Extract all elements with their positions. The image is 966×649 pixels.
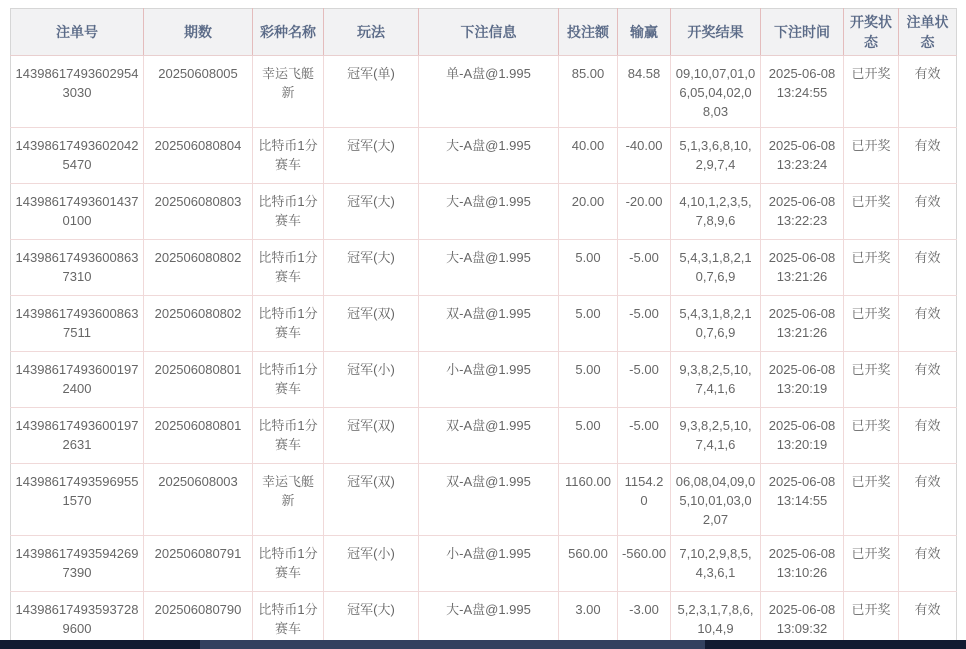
cell-draw-result: 06,08,04,09,05,10,01,03,02,07 (671, 464, 761, 536)
cell-draw-result: 9,3,8,2,5,10,7,4,1,6 (671, 408, 761, 464)
cell-play-type: 冠军(双) (324, 464, 419, 536)
cell-draw-status: 已开奖 (844, 296, 899, 352)
cell-win-loss: -20.00 (618, 184, 671, 240)
cell-play-type: 冠军(大) (324, 184, 419, 240)
cell-lottery-name: 比特币1分赛车 (253, 352, 324, 408)
cell-order-no: 143986174936001972400 (11, 352, 144, 408)
cell-order-status: 有效 (899, 408, 957, 464)
cell-period: 202506080801 (144, 408, 253, 464)
cell-play-type: 冠军(单) (324, 56, 419, 128)
table-row (11, 128, 957, 184)
cell-win-loss: -3.00 (618, 592, 671, 648)
table-row (11, 352, 957, 408)
cell-lottery-name: 比特币1分赛车 (253, 128, 324, 184)
cell-draw-status: 已开奖 (844, 536, 899, 592)
cell-order-status: 有效 (899, 240, 957, 296)
cell-play-type: 冠军(大) (324, 240, 419, 296)
cell-lottery-name: 比特币1分赛车 (253, 296, 324, 352)
cell-bet-amount: 5.00 (559, 240, 618, 296)
column-header-bet-info: 下注信息 (419, 9, 559, 56)
cell-period: 202506080803 (144, 184, 253, 240)
cell-draw-result: 09,10,07,01,06,05,04,02,08,03 (671, 56, 761, 128)
column-header-draw-status: 开奖状态 (844, 9, 899, 56)
cell-bet-amount: 560.00 (559, 536, 618, 592)
cell-draw-result: 5,4,3,1,8,2,10,7,6,9 (671, 240, 761, 296)
cell-win-loss: -40.00 (618, 128, 671, 184)
cell-draw-status: 已开奖 (844, 240, 899, 296)
column-header-period: 期数 (144, 9, 253, 56)
cell-period: 202506080804 (144, 128, 253, 184)
cell-play-type: 冠军(大) (324, 128, 419, 184)
cell-draw-status: 已开奖 (844, 408, 899, 464)
cell-bet-info: 大-A盘@1.995 (419, 240, 559, 296)
cell-bet-info: 大-A盘@1.995 (419, 592, 559, 648)
cell-order-no: 143986174936020425470 (11, 128, 144, 184)
cell-bet-amount: 1160.00 (559, 464, 618, 536)
scrollbar-thumb[interactable] (200, 640, 705, 649)
cell-bet-info: 双-A盘@1.995 (419, 296, 559, 352)
cell-order-status: 有效 (899, 184, 957, 240)
cell-play-type: 冠军(大) (324, 592, 419, 648)
cell-lottery-name: 比特币1分赛车 (253, 592, 324, 648)
cell-period: 202506080802 (144, 296, 253, 352)
cell-bet-time: 2025-06-08 13:20:19 (761, 408, 844, 464)
cell-play-type: 冠军(双) (324, 296, 419, 352)
table-body (11, 56, 957, 648)
cell-bet-time: 2025-06-08 13:14:55 (761, 464, 844, 536)
cell-lottery-name: 比特币1分赛车 (253, 536, 324, 592)
table-row (11, 296, 957, 352)
cell-play-type: 冠军(小) (324, 536, 419, 592)
cell-play-type: 冠军(小) (324, 352, 419, 408)
cell-bet-time: 2025-06-08 13:20:19 (761, 352, 844, 408)
bet-records-panel (10, 8, 957, 648)
cell-period: 20250608005 (144, 56, 253, 128)
cell-order-no: 143986174935937289600 (11, 592, 144, 648)
header-row (11, 9, 957, 56)
cell-period: 202506080791 (144, 536, 253, 592)
cell-order-status: 有效 (899, 128, 957, 184)
cell-draw-status: 已开奖 (844, 592, 899, 648)
cell-lottery-name: 比特币1分赛车 (253, 408, 324, 464)
cell-win-loss: -5.00 (618, 352, 671, 408)
table-row (11, 536, 957, 592)
column-header-lottery-name: 彩种名称 (253, 9, 324, 56)
cell-win-loss: 84.58 (618, 56, 671, 128)
cell-lottery-name: 幸运飞艇新 (253, 56, 324, 128)
cell-order-no: 143986174936008637511 (11, 296, 144, 352)
cell-bet-info: 双-A盘@1.995 (419, 464, 559, 536)
cell-bet-time: 2025-06-08 13:09:32 (761, 592, 844, 648)
cell-order-no: 143986174936001972631 (11, 408, 144, 464)
cell-bet-info: 双-A盘@1.995 (419, 408, 559, 464)
cell-order-status: 有效 (899, 592, 957, 648)
column-header-order-no: 注单号 (11, 9, 144, 56)
horizontal-scrollbar[interactable] (0, 640, 966, 649)
column-header-bet-amount: 投注额 (559, 9, 618, 56)
cell-bet-time: 2025-06-08 13:10:26 (761, 536, 844, 592)
cell-bet-amount: 3.00 (559, 592, 618, 648)
column-header-bet-time: 下注时间 (761, 9, 844, 56)
column-header-draw-result: 开奖结果 (671, 9, 761, 56)
cell-period: 202506080801 (144, 352, 253, 408)
cell-bet-info: 单-A盘@1.995 (419, 56, 559, 128)
cell-draw-result: 5,4,3,1,8,2,10,7,6,9 (671, 296, 761, 352)
cell-order-status: 有效 (899, 296, 957, 352)
table-row (11, 408, 957, 464)
column-header-win-loss: 输赢 (618, 9, 671, 56)
table-row (11, 184, 957, 240)
cell-period: 20250608003 (144, 464, 253, 536)
cell-draw-result: 5,2,3,1,7,8,6,10,4,9 (671, 592, 761, 648)
table-row (11, 464, 957, 536)
cell-order-status: 有效 (899, 536, 957, 592)
cell-order-no: 143986174936029543030 (11, 56, 144, 128)
cell-bet-amount: 5.00 (559, 296, 618, 352)
cell-win-loss: -5.00 (618, 296, 671, 352)
cell-draw-status: 已开奖 (844, 352, 899, 408)
cell-win-loss: 1154.20 (618, 464, 671, 536)
bet-records-table (10, 8, 957, 648)
column-header-order-status: 注单状态 (899, 9, 957, 56)
cell-play-type: 冠军(双) (324, 408, 419, 464)
table-header (11, 9, 957, 56)
cell-bet-time: 2025-06-08 13:21:26 (761, 296, 844, 352)
cell-period: 202506080790 (144, 592, 253, 648)
cell-win-loss: -5.00 (618, 408, 671, 464)
cell-bet-info: 大-A盘@1.995 (419, 184, 559, 240)
cell-order-no: 143986174936014370100 (11, 184, 144, 240)
cell-order-status: 有效 (899, 56, 957, 128)
cell-bet-amount: 5.00 (559, 352, 618, 408)
cell-order-no: 143986174936008637310 (11, 240, 144, 296)
cell-win-loss: -5.00 (618, 240, 671, 296)
cell-bet-amount: 85.00 (559, 56, 618, 128)
cell-bet-time: 2025-06-08 13:21:26 (761, 240, 844, 296)
cell-win-loss: -560.00 (618, 536, 671, 592)
cell-order-status: 有效 (899, 464, 957, 536)
cell-order-status: 有效 (899, 352, 957, 408)
cell-order-no: 143986174935942697390 (11, 536, 144, 592)
cell-bet-info: 小-A盘@1.995 (419, 536, 559, 592)
cell-bet-amount: 20.00 (559, 184, 618, 240)
cell-bet-amount: 40.00 (559, 128, 618, 184)
cell-period: 202506080802 (144, 240, 253, 296)
cell-draw-result: 7,10,2,9,8,5,4,3,6,1 (671, 536, 761, 592)
cell-bet-time: 2025-06-08 13:24:55 (761, 56, 844, 128)
cell-lottery-name: 比特币1分赛车 (253, 184, 324, 240)
table-row (11, 240, 957, 296)
cell-bet-time: 2025-06-08 13:23:24 (761, 128, 844, 184)
cell-draw-result: 4,10,1,2,3,5,7,8,9,6 (671, 184, 761, 240)
cell-bet-info: 小-A盘@1.995 (419, 352, 559, 408)
cell-draw-status: 已开奖 (844, 128, 899, 184)
cell-draw-status: 已开奖 (844, 464, 899, 536)
cell-lottery-name: 幸运飞艇新 (253, 464, 324, 536)
cell-draw-status: 已开奖 (844, 56, 899, 128)
cell-bet-time: 2025-06-08 13:22:23 (761, 184, 844, 240)
cell-draw-result: 5,1,3,6,8,10,2,9,7,4 (671, 128, 761, 184)
column-header-play-type: 玩法 (324, 9, 419, 56)
table-row (11, 56, 957, 128)
cell-draw-status: 已开奖 (844, 184, 899, 240)
cell-order-no: 143986174935969551570 (11, 464, 144, 536)
cell-draw-result: 9,3,8,2,5,10,7,4,1,6 (671, 352, 761, 408)
cell-lottery-name: 比特币1分赛车 (253, 240, 324, 296)
cell-bet-info: 大-A盘@1.995 (419, 128, 559, 184)
cell-bet-amount: 5.00 (559, 408, 618, 464)
